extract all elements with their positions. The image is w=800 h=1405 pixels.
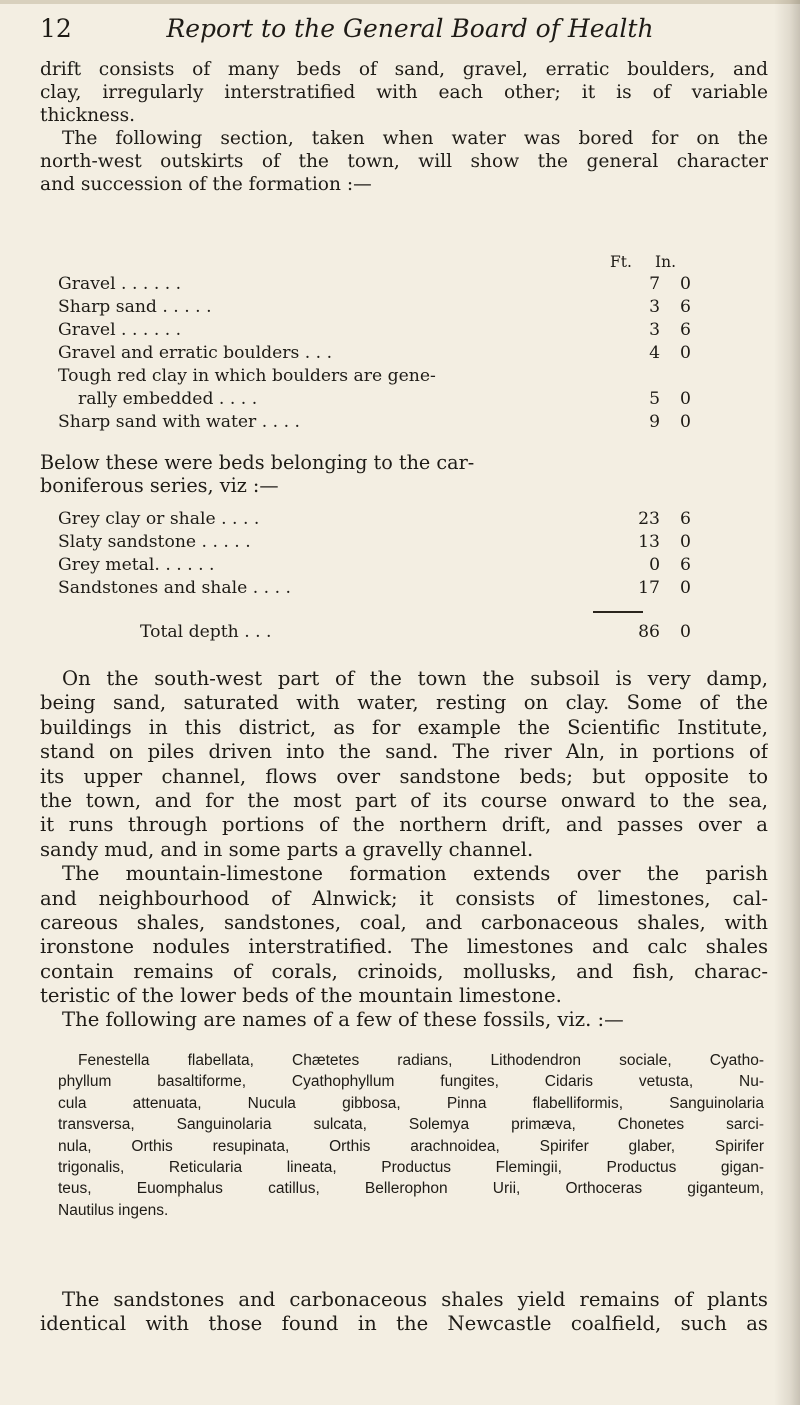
- text-line: thickness.: [40, 105, 136, 126]
- text-line: Nautilus ingens.: [58, 1201, 169, 1219]
- running-title: Report to the General Board of Health: [166, 14, 654, 43]
- carboniferous-intro: [40, 451, 640, 497]
- inches-value: 0: [680, 532, 691, 552]
- text-line: teristic of the lower beds of the mountain limestone.: [40, 984, 562, 1008]
- stratum-label: rally embedded . . . .: [78, 389, 258, 409]
- text-line: it runs through portions of the northern drift, and passes over a: [40, 813, 768, 837]
- inches-value: 6: [680, 297, 691, 317]
- intro-paragraph: [40, 58, 768, 196]
- text-line: sandy mud, and in some parts a gravelly channel.: [40, 837, 534, 861]
- feet-value: 4: [649, 343, 660, 363]
- page-top-edge: [0, 0, 800, 4]
- total-inches: 0: [680, 622, 691, 642]
- text-line: The sandstones and carbonaceous shales yield remains of plants: [62, 1288, 768, 1311]
- text-line: clay, irregularly interstratified with each other; it is of variable: [40, 82, 768, 103]
- closing-paragraph: [40, 1288, 768, 1337]
- feet-value: 3: [649, 297, 660, 317]
- stratum-label: Grey clay or shale . . . .: [58, 509, 260, 529]
- feet-value: 13: [638, 532, 660, 552]
- text-line: the town, and for the most part of its course onward to the sea,: [40, 788, 768, 812]
- text-line: nula, Orthis resupinata, Orthis arachnoidea, Spirifer glaber, Spirifer: [58, 1137, 764, 1155]
- inches-value: 0: [680, 389, 691, 409]
- inches-unit-label: In.: [655, 253, 677, 271]
- page-header: [40, 14, 780, 50]
- stratum-label: Gravel and erratic boulders . . .: [58, 343, 333, 363]
- text-line: identical with those found in the Newcastle coalfield, such as: [40, 1312, 768, 1336]
- inches-value: 6: [680, 509, 691, 529]
- stratum-label: Sandstones and shale . . . .: [58, 578, 291, 598]
- feet-value: 17: [638, 578, 660, 598]
- text-line: The mountain-limestone formation extends over the parish: [62, 862, 768, 886]
- text-line: and neighbourhood of Alnwick; it consists of limestones, cal-: [40, 886, 768, 910]
- stratum-label: Sharp sand with water . . . .: [58, 412, 300, 432]
- text-line: The following are names of a few of these fossils, viz. :—: [62, 1008, 624, 1032]
- text-line: and succession of the formation :—: [40, 174, 372, 195]
- stratum-label: Gravel . . . . . .: [58, 320, 182, 340]
- text-line: Below these were beds belonging to the car-: [40, 451, 475, 474]
- text-line: contain remains of corals, crinoids, mollusks, and fish, charac-: [40, 959, 768, 983]
- text-line: trigonalis, Reticularia lineata, Productus Flemingii, Productus gigan-: [58, 1158, 764, 1176]
- feet-value: 23: [638, 509, 660, 529]
- feet-unit-label: Ft.: [610, 253, 632, 271]
- text-line: being sand, saturated with water, resting on clay. Some of the: [40, 691, 768, 715]
- feet-value: 5: [649, 389, 660, 409]
- text-line: teus, Euomphalus catillus, Bellerophon Urii, Orthoceras giganteum,: [58, 1180, 764, 1198]
- fossil-list: [58, 1050, 764, 1221]
- stratum-label: Gravel . . . . . .: [58, 274, 182, 294]
- body-paragraphs: [40, 667, 768, 1033]
- text-line: north-west outskirts of the town, will show the general character: [40, 151, 768, 172]
- inches-value: 6: [680, 320, 691, 340]
- inches-value: 0: [680, 274, 691, 294]
- feet-value: 0: [649, 555, 660, 575]
- text-line: transversa, Sanguinolaria sulcata, Solemya primæva, Chonetes sarci-: [58, 1116, 764, 1134]
- text-line: phyllum basaltiforme, Cyathophyllum fungites, Cidaris vetusta, Nu-: [58, 1073, 764, 1091]
- text-line: The following section, taken when water was bored for on the: [62, 128, 768, 149]
- text-line: ironstone nodules interstratified. The limestones and calc shales: [40, 935, 768, 959]
- feet-value: 9: [649, 412, 660, 432]
- page-number: 12: [40, 14, 72, 43]
- stratum-label: Sharp sand . . . . .: [58, 297, 212, 317]
- text-line: cula attenuata, Nucula gibbosa, Pinna flabelliformis, Sanguinolaria: [58, 1094, 764, 1112]
- inches-value: 6: [680, 555, 691, 575]
- total-label: Total depth . . .: [140, 622, 272, 642]
- stratum-label: Tough red clay in which boulders are gene-: [58, 366, 436, 386]
- inches-value: 0: [680, 578, 691, 598]
- sum-rule: [593, 611, 643, 613]
- text-line: careous shales, sandstones, coal, and carbonaceous shales, with: [40, 910, 768, 934]
- page-edge-shadow: [774, 0, 800, 1405]
- text-line: boniferous series, viz :—: [40, 474, 279, 497]
- stratum-label: Grey metal. . . . . .: [58, 555, 215, 575]
- text-line: buildings in this district, as for example the Scientific Institute,: [40, 715, 768, 739]
- text-line: drift consists of many beds of sand, gravel, erratic boulders, and: [40, 59, 768, 80]
- text-line: stand on piles driven into the sand. The river Aln, in portions of: [40, 740, 768, 764]
- text-line: Fenestella flabellata, Chætetes radians, Lithodendron sociale, Cyatho-: [78, 1052, 764, 1069]
- feet-value: 3: [649, 320, 660, 340]
- feet-value: 7: [649, 274, 660, 294]
- text-line: On the south-west part of the town the subsoil is very damp,: [62, 667, 768, 690]
- total-feet: 86: [638, 622, 660, 642]
- inches-value: 0: [680, 343, 691, 363]
- text-line: its upper channel, flows over sandstone beds; but opposite to: [40, 764, 768, 788]
- inches-value: 0: [680, 412, 691, 432]
- stratum-label: Slaty sandstone . . . . .: [58, 532, 251, 552]
